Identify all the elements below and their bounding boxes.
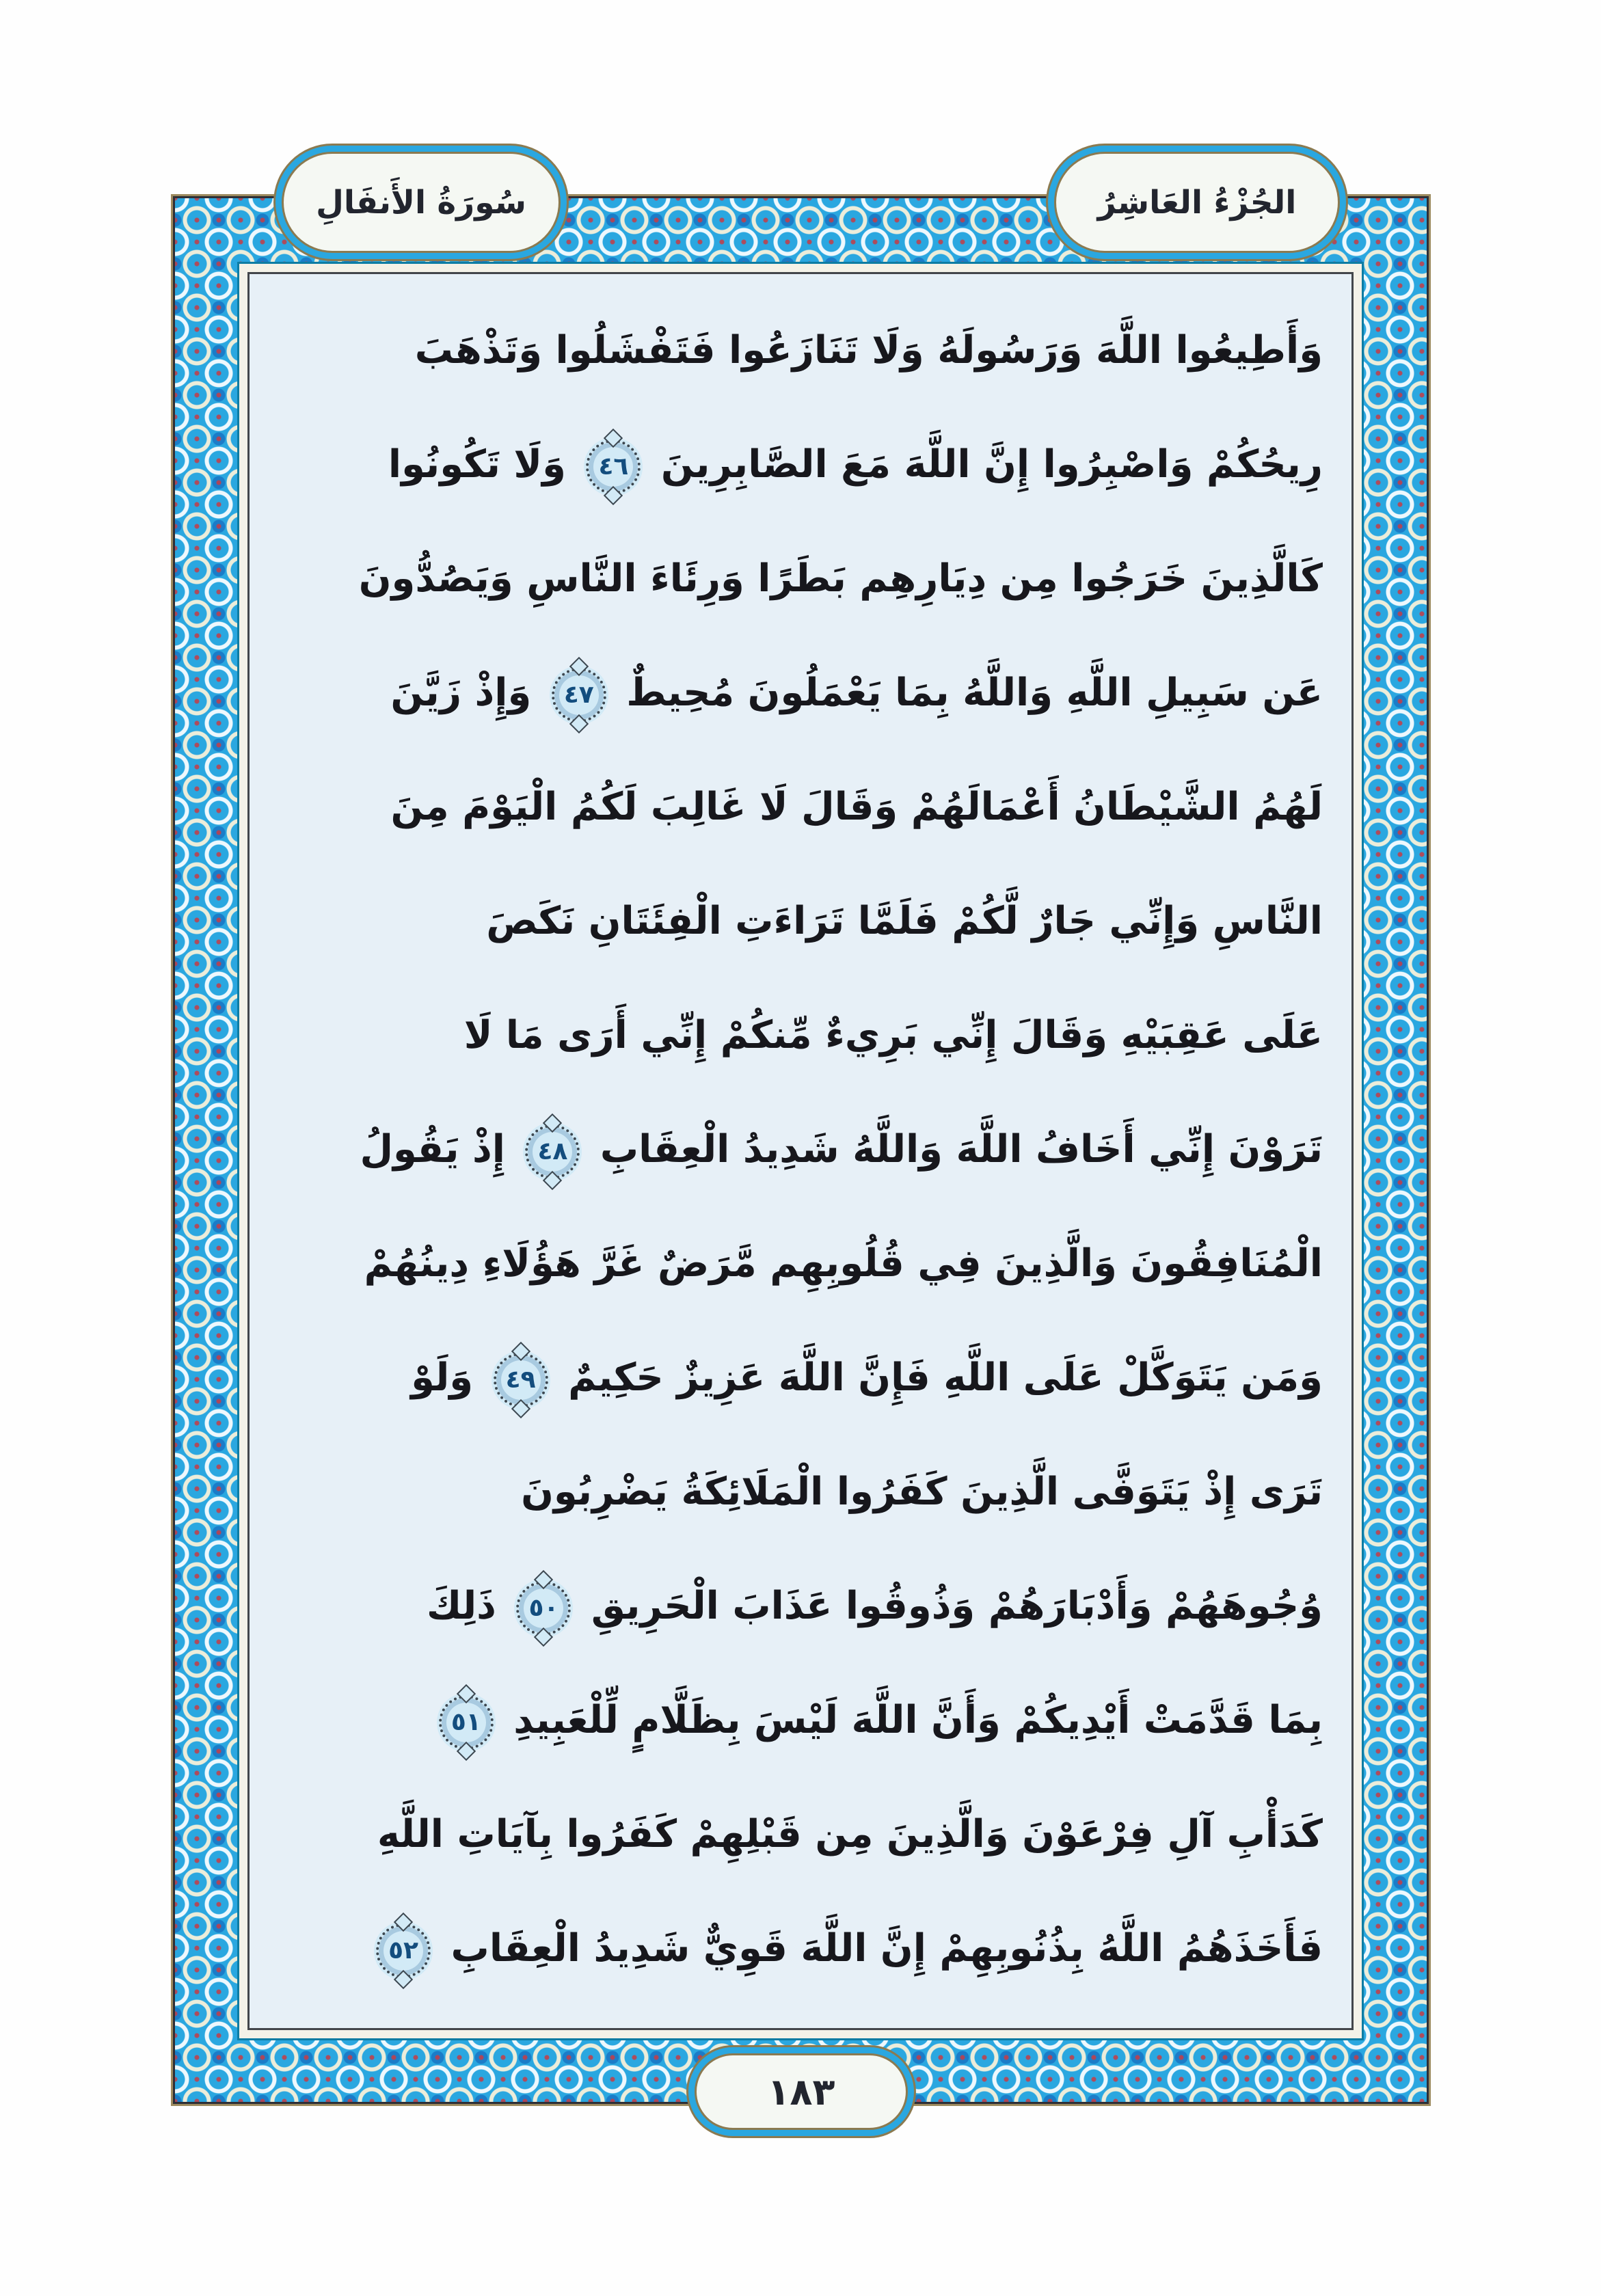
verse-text-segment: عَلَى عَقِبَيْهِ وَقَالَ إِنِّي بَرِيءٌ مِّنكُمْ إِنِّي أَرَى مَا لَا [463, 1013, 1323, 1057]
quran-line-4 [278, 636, 1323, 750]
verse-text-segment: تَرَى إِذْ يَتَوَفَّى الَّذِينَ كَفَرُوا الْمَلَائِكَةُ يَضْرِبُونَ [521, 1470, 1323, 1514]
verse-text-segment: فَأَخَذَهُمُ اللَّهُ بِذُنُوبِهِمْ إِنَّ اللَّهَ قَوِيٌّ شَدِيدُ الْعِقَابِ [450, 1926, 1323, 1971]
quran-line-7 [278, 978, 1323, 1092]
ayah-marker: ٤٨ [525, 1124, 580, 1179]
quran-line-3 [278, 522, 1323, 636]
ayah-marker: ٥٠ [516, 1581, 571, 1636]
juz-cartouche [1054, 152, 1340, 253]
ayah-marker: ٥٢ [376, 1923, 431, 1978]
quran-line-5 [278, 750, 1323, 864]
quran-line-13 [278, 1663, 1323, 1777]
surah-name-label: سُورَةُ الأَنفَالِ [316, 183, 526, 221]
quran-line-2 [278, 407, 1323, 522]
quran-text [278, 293, 1323, 2005]
quran-line-8 [278, 1092, 1323, 1206]
quran-line-10 [278, 1321, 1323, 1435]
verse-text-segment: وُجُوهَهُمْ وَأَدْبَارَهُمْ وَذُوقُوا عَذَابَ الْحَرِيقِ [591, 1584, 1323, 1628]
verse-text-segment: كَدَأْبِ آلِ فِرْعَوْنَ وَالَّذِينَ مِن قَبْلِهِمْ كَفَرُوا بِآيَاتِ اللَّهِ [377, 1812, 1323, 1856]
verse-text-segment: بِمَا قَدَّمَتْ أَيْدِيكُمْ وَأَنَّ اللَّهَ لَيْسَ بِظَلَّامٍ لِّلْعَبِيدِ [513, 1698, 1323, 1742]
quran-line-11 [278, 1435, 1323, 1549]
quran-line-6 [278, 864, 1323, 978]
quran-line-12 [278, 1549, 1323, 1663]
ayah-marker: ٥١ [439, 1695, 494, 1750]
quran-line-9 [278, 1206, 1323, 1321]
verse-text-segment: لَهُمُ الشَّيْطَانُ أَعْمَالَهُمْ وَقَالَ لَا غَالِبَ لَكُمُ الْيَوْمَ مِنَ [390, 785, 1323, 829]
verse-text-segment: وَمَن يَتَوَكَّلْ عَلَى اللَّهِ فَإِنَّ اللَّهَ عَزِيزٌ حَكِيمٌ [568, 1355, 1323, 1400]
quran-line-14 [278, 1777, 1323, 1891]
juz-label: الجُزْءُ العَاشِرُ [1097, 183, 1297, 221]
ayah-marker: ٤٦ [586, 440, 641, 494]
quran-line-1 [278, 293, 1323, 407]
page-number-cartouche [695, 2053, 908, 2130]
verse-text-segment: النَّاسِ وَإِنِّي جَارٌ لَّكُمْ فَلَمَّا تَرَاءَتِ الْفِئَتَانِ نَكَصَ [486, 899, 1323, 943]
verse-text-segment: كَالَّذِينَ خَرَجُوا مِن دِيَارِهِم بَطَرًا وَرِئَاءَ النَّاسِ وَيَصُدُّونَ [358, 556, 1323, 601]
ayah-marker: ٤٩ [494, 1353, 548, 1407]
quran-text-panel [247, 272, 1354, 2030]
ayah-marker: ٤٧ [552, 668, 606, 722]
page-number-label: ١٨٣ [767, 2070, 835, 2113]
verse-text-segment: وَلَوْ [411, 1355, 474, 1400]
verse-text-segment: وَلَا تَكُونُوا [388, 442, 566, 487]
verse-text-segment: الْمُنَافِقُونَ وَالَّذِينَ فِي قُلُوبِهِم مَّرَضٌ غَرَّ هَؤُلَاءِ دِينُهُمْ [364, 1241, 1323, 1286]
verse-text-segment: تَرَوْنَ إِنِّي أَخَافُ اللَّهَ وَاللَّهُ شَدِيدُ الْعِقَابِ [600, 1127, 1323, 1172]
quran-line-15 [278, 1891, 1323, 2005]
verse-text-segment: رِيحُكُمْ وَاصْبِرُوا إِنَّ اللَّهَ مَعَ الصَّابِرِينَ [660, 442, 1323, 487]
verse-text-segment: ذَلِكَ [427, 1584, 496, 1628]
verse-text-segment: عَن سَبِيلِ اللَّهِ وَاللَّهُ بِمَا يَعْمَلُونَ مُحِيطٌ [626, 671, 1323, 715]
verse-text-segment: وَإِذْ زَيَّنَ [390, 671, 532, 715]
surah-name-cartouche [282, 152, 561, 253]
verse-text-segment: إِذْ يَقُولُ [360, 1127, 505, 1172]
verse-text-segment: وَأَطِيعُوا اللَّهَ وَرَسُولَهُ وَلَا تَنَازَعُوا فَتَفْشَلُوا وَتَذْهَبَ [414, 328, 1323, 373]
